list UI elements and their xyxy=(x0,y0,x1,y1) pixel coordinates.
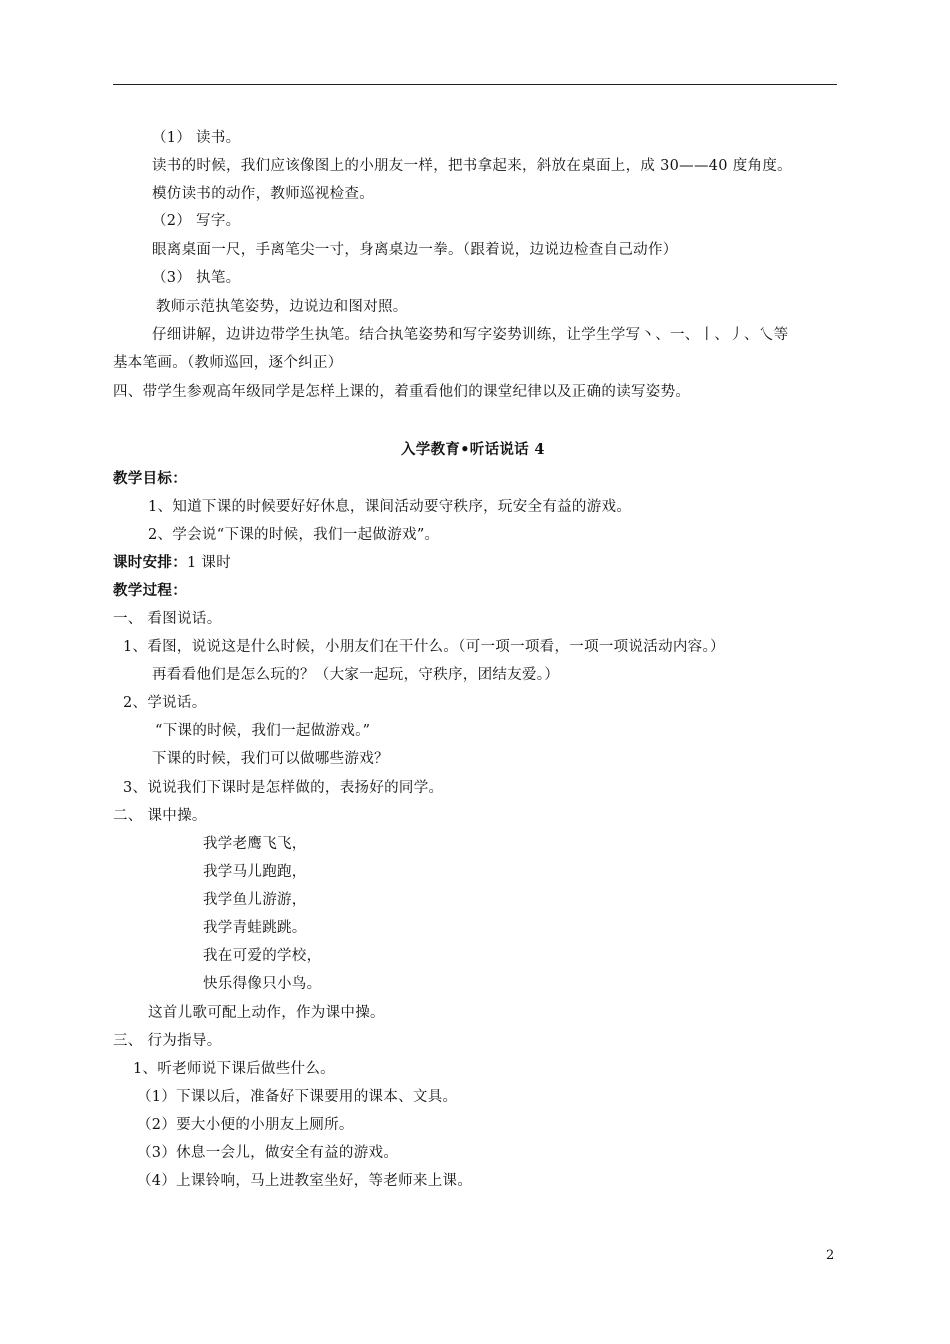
schedule xyxy=(113,553,231,573)
poem-line: 我学马儿跑跑， xyxy=(203,864,307,880)
goal-2: 2、学会说“下课的时候，我们一起做游戏”。 xyxy=(148,527,440,543)
part3-item: （2）要大小便的小朋友上厕所。 xyxy=(137,1117,354,1133)
poem-note: 这首儿歌可配上动作，作为课中操。 xyxy=(148,1005,385,1021)
item1-paragraph-2: 模仿读书的动作，教师巡视检查。 xyxy=(152,186,374,202)
part1-step1: 1、看图，说说这是什么时候，小朋友们在干什么。（可一项一项看，一项一项说活动内容。） xyxy=(123,639,725,655)
part3-item: （4）上课铃响，马上进教室坐好，等老师来上课。 xyxy=(137,1173,473,1189)
item2-heading: （2） 写字。 xyxy=(152,213,241,229)
item2-paragraph: 眼离桌面一尺，手离笔尖一寸，身离桌边一拳。（跟着说，边说边检查自己动作） xyxy=(152,242,678,258)
goals-label: 教学目标： xyxy=(113,470,187,487)
part3-heading: 三、 行为指导。 xyxy=(113,1033,222,1049)
poem-line: 我在可爱的学校， xyxy=(203,948,322,964)
page-number: 2 xyxy=(826,1248,835,1263)
item1-paragraph: 读书的时候，我们应该像图上的小朋友一样，把书拿起来，斜放在桌面上，成 30——40 度角度。 xyxy=(152,158,792,174)
item1-heading: （1） 读书。 xyxy=(152,130,241,146)
item3-paragraph: 教师示范执笔姿势，边说边和图对照。 xyxy=(156,299,408,315)
item3-paragraph-3: 基本笔画。（教师巡回，逐个纠正） xyxy=(113,355,343,371)
poem-line: 快乐得像只小鸟。 xyxy=(203,976,322,992)
part2-heading: 二、 课中操。 xyxy=(113,808,207,824)
part3-item: （1）下课以后，准备好下课要用的课本、文具。 xyxy=(137,1089,458,1105)
header-rule xyxy=(113,84,837,85)
part3-item: （3）休息一会儿，做安全有益的游戏。 xyxy=(137,1145,399,1161)
part1-step2-quote: “下课的时候，我们一起做游戏。” xyxy=(155,723,371,739)
part1-heading: 一、 看图说话。 xyxy=(113,611,222,627)
schedule-label: 课时安排： xyxy=(113,554,187,571)
part3-step1: 1、听老师说下课后做些什么。 xyxy=(133,1061,335,1077)
lesson-title: 入学教育•听话说话 4 xyxy=(401,441,545,458)
part1-step2: 2、学说话。 xyxy=(123,695,207,711)
part1-step2-question: 下课的时候，我们可以做哪些游戏？ xyxy=(152,751,389,767)
goal-1: 1、知道下课的时候要好好休息，课间活动要守秩序，玩安全有益的游戏。 xyxy=(148,499,632,515)
poem-line: 我学青蛙跳跳。 xyxy=(203,920,307,936)
poem-line: 我学老鹰飞飞， xyxy=(203,836,307,852)
item3-paragraph-2: 仔细讲解，边讲边带学生执笔。结合执笔姿势和写字姿势训练，让学生学写丶、一、丨、丿、乀等 xyxy=(152,327,789,343)
poem-line: 我学鱼儿游游， xyxy=(203,892,307,908)
step4-paragraph: 四、带学生参观高年级同学是怎样上课的，着重看他们的课堂纪律以及正确的读写姿势。 xyxy=(113,384,691,400)
schedule-value: 1 课时 xyxy=(187,555,232,571)
item3-heading: （3） 执笔。 xyxy=(152,270,241,286)
part1-step3: 3、说说我们下课时是怎样做的，表扬好的同学。 xyxy=(123,780,444,796)
process-label: 教学过程： xyxy=(113,582,187,599)
part1-step1-followup: 再看看他们是怎么玩的？（大家一起玩，守秩序，团结友爱。） xyxy=(152,667,560,683)
